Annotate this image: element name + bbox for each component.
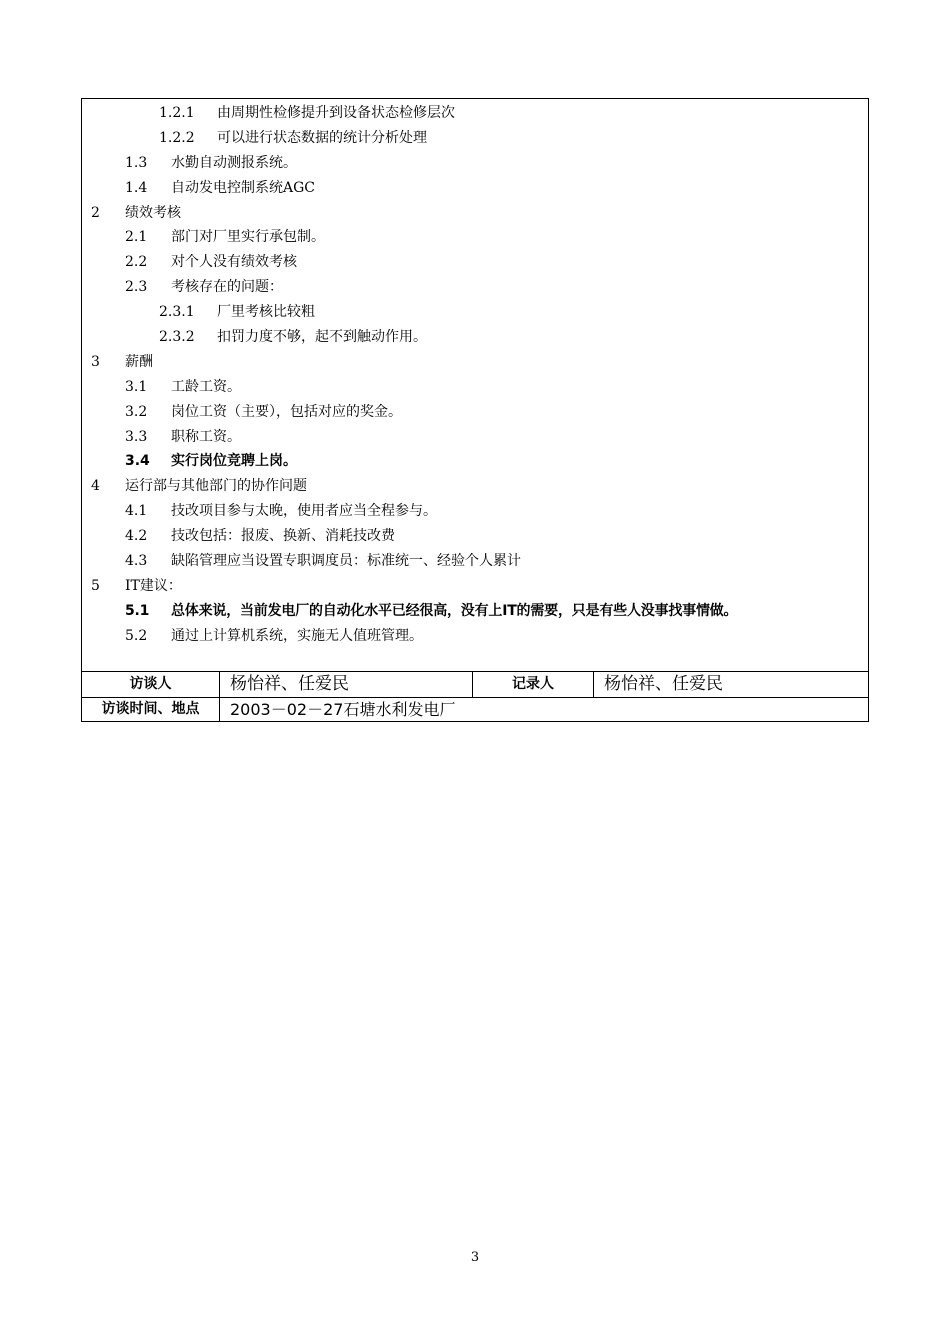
outline-item-text: 考核存在的问题： bbox=[171, 279, 283, 296]
outline-item bbox=[82, 275, 868, 300]
outline-item bbox=[82, 325, 868, 350]
outline-item-number: 2 bbox=[91, 204, 100, 221]
outline-item bbox=[82, 574, 868, 599]
outline-item bbox=[82, 225, 868, 250]
outline-item-text: 通过上计算机系统，实施无人值班管理。 bbox=[171, 627, 423, 644]
outline-item bbox=[82, 300, 868, 325]
outline-item-text: 技改项目参与太晚，使用者应当全程参与。 bbox=[171, 503, 437, 520]
interviewer-label: 访谈人 bbox=[82, 672, 220, 697]
outline-item-number: 2.2 bbox=[125, 254, 148, 271]
outline-item-number: 3.2 bbox=[125, 403, 148, 420]
outline-item-text: 实行岗位竞聘上岗。 bbox=[171, 453, 297, 470]
interview-record-table bbox=[81, 98, 869, 722]
outline-item-text: 扣罚力度不够，起不到触动作用。 bbox=[217, 329, 427, 346]
outline-item-text: 工龄工资。 bbox=[171, 378, 241, 395]
outline-item-text: 薪酬 bbox=[125, 353, 153, 370]
outline-item-text: 由周期性检修提升到设备状态检修层次 bbox=[217, 105, 455, 121]
outline-item-text: 水勤自动测报系统。 bbox=[171, 154, 297, 171]
outline-item-number: 3.4 bbox=[125, 453, 150, 470]
outline-item bbox=[82, 151, 868, 176]
outline-item-number: 5 bbox=[91, 577, 100, 594]
recorder-label: 记录人 bbox=[473, 672, 594, 697]
outline-item-number: 1.4 bbox=[125, 179, 148, 196]
outline-item-number: 4.3 bbox=[125, 553, 148, 570]
outline-item bbox=[82, 425, 868, 450]
interviewer-value: 杨怡祥、任爱民 bbox=[220, 672, 473, 697]
time-place-label: 访谈时间、地点 bbox=[82, 697, 220, 722]
outline-item bbox=[82, 524, 868, 549]
outline-item-number: 4 bbox=[91, 478, 100, 495]
outline-item-text: 岗位工资（主要），包括对应的奖金。 bbox=[171, 403, 402, 420]
footer-row-time-place bbox=[82, 697, 868, 722]
outline-item bbox=[82, 126, 868, 151]
outline-item-number: 5.1 bbox=[125, 602, 150, 619]
outline-item bbox=[82, 624, 868, 649]
outline-item bbox=[82, 350, 868, 375]
interview-footer bbox=[82, 671, 868, 722]
outline-item-text: IT建议： bbox=[125, 577, 182, 594]
outline-item-text: 绩效考核 bbox=[125, 204, 181, 221]
outline-item-text: 可以进行状态数据的统计分析处理 bbox=[217, 129, 427, 146]
outline-item-number: 3.3 bbox=[125, 428, 148, 445]
outline-item-text: 技改包括：报废、换新、消耗技改费 bbox=[171, 528, 395, 545]
outline-item-text: 部门对厂里实行承包制。 bbox=[171, 229, 325, 246]
outline-item-number: 3 bbox=[91, 353, 100, 370]
outline-item bbox=[82, 549, 868, 574]
outline-item-number: 2.1 bbox=[125, 229, 148, 246]
outline-item-number: 5.2 bbox=[125, 627, 148, 644]
outline-item-text: 自动发电控制系统AGC bbox=[171, 179, 316, 196]
outline-item-text: 对个人没有绩效考核 bbox=[171, 254, 297, 271]
time-place-value: 2003－02－27石塘水利发电厂 bbox=[230, 700, 456, 719]
outline-item bbox=[82, 101, 868, 126]
outline-item bbox=[82, 176, 868, 201]
outline-item-text: 厂里考核比较粗 bbox=[217, 304, 315, 321]
outline-item-number: 1.2.1 bbox=[159, 105, 195, 121]
outline-item-text: 总体来说，当前发电厂的自动化水平已经很高，没有上IT的需要，只是有些人没事找事情做。 bbox=[171, 602, 738, 619]
outline-item-number: 2.3.2 bbox=[159, 329, 195, 346]
footer-row-people bbox=[82, 672, 868, 698]
interview-content bbox=[82, 99, 868, 671]
recorder-value: 杨怡祥、任爱民 bbox=[604, 674, 723, 694]
outline-item-number: 2.3.1 bbox=[159, 304, 195, 321]
outline-item-number: 3.1 bbox=[125, 378, 148, 395]
outline-item-text: 运行部与其他部门的协作问题 bbox=[125, 478, 307, 495]
outline-item-number: 4.2 bbox=[125, 528, 148, 545]
outline-item-number: 4.1 bbox=[125, 503, 148, 520]
outline-item bbox=[82, 201, 868, 226]
outline-item-number: 1.3 bbox=[125, 154, 148, 171]
outline-item bbox=[82, 400, 868, 425]
outline-item-text: 职称工资。 bbox=[171, 428, 241, 445]
outline-item-number: 1.2.2 bbox=[159, 129, 195, 146]
outline-item-number: 2.3 bbox=[125, 279, 148, 296]
outline-item bbox=[82, 474, 868, 499]
page-number: 3 bbox=[470, 1250, 480, 1265]
outline-item bbox=[82, 499, 868, 524]
outline-item bbox=[82, 375, 868, 400]
outline-item bbox=[82, 250, 868, 275]
outline-item bbox=[82, 599, 868, 624]
outline-item bbox=[82, 449, 868, 474]
outline-item-text: 缺陷管理应当设置专职调度员：标准统一、经验个人累计 bbox=[171, 553, 521, 570]
